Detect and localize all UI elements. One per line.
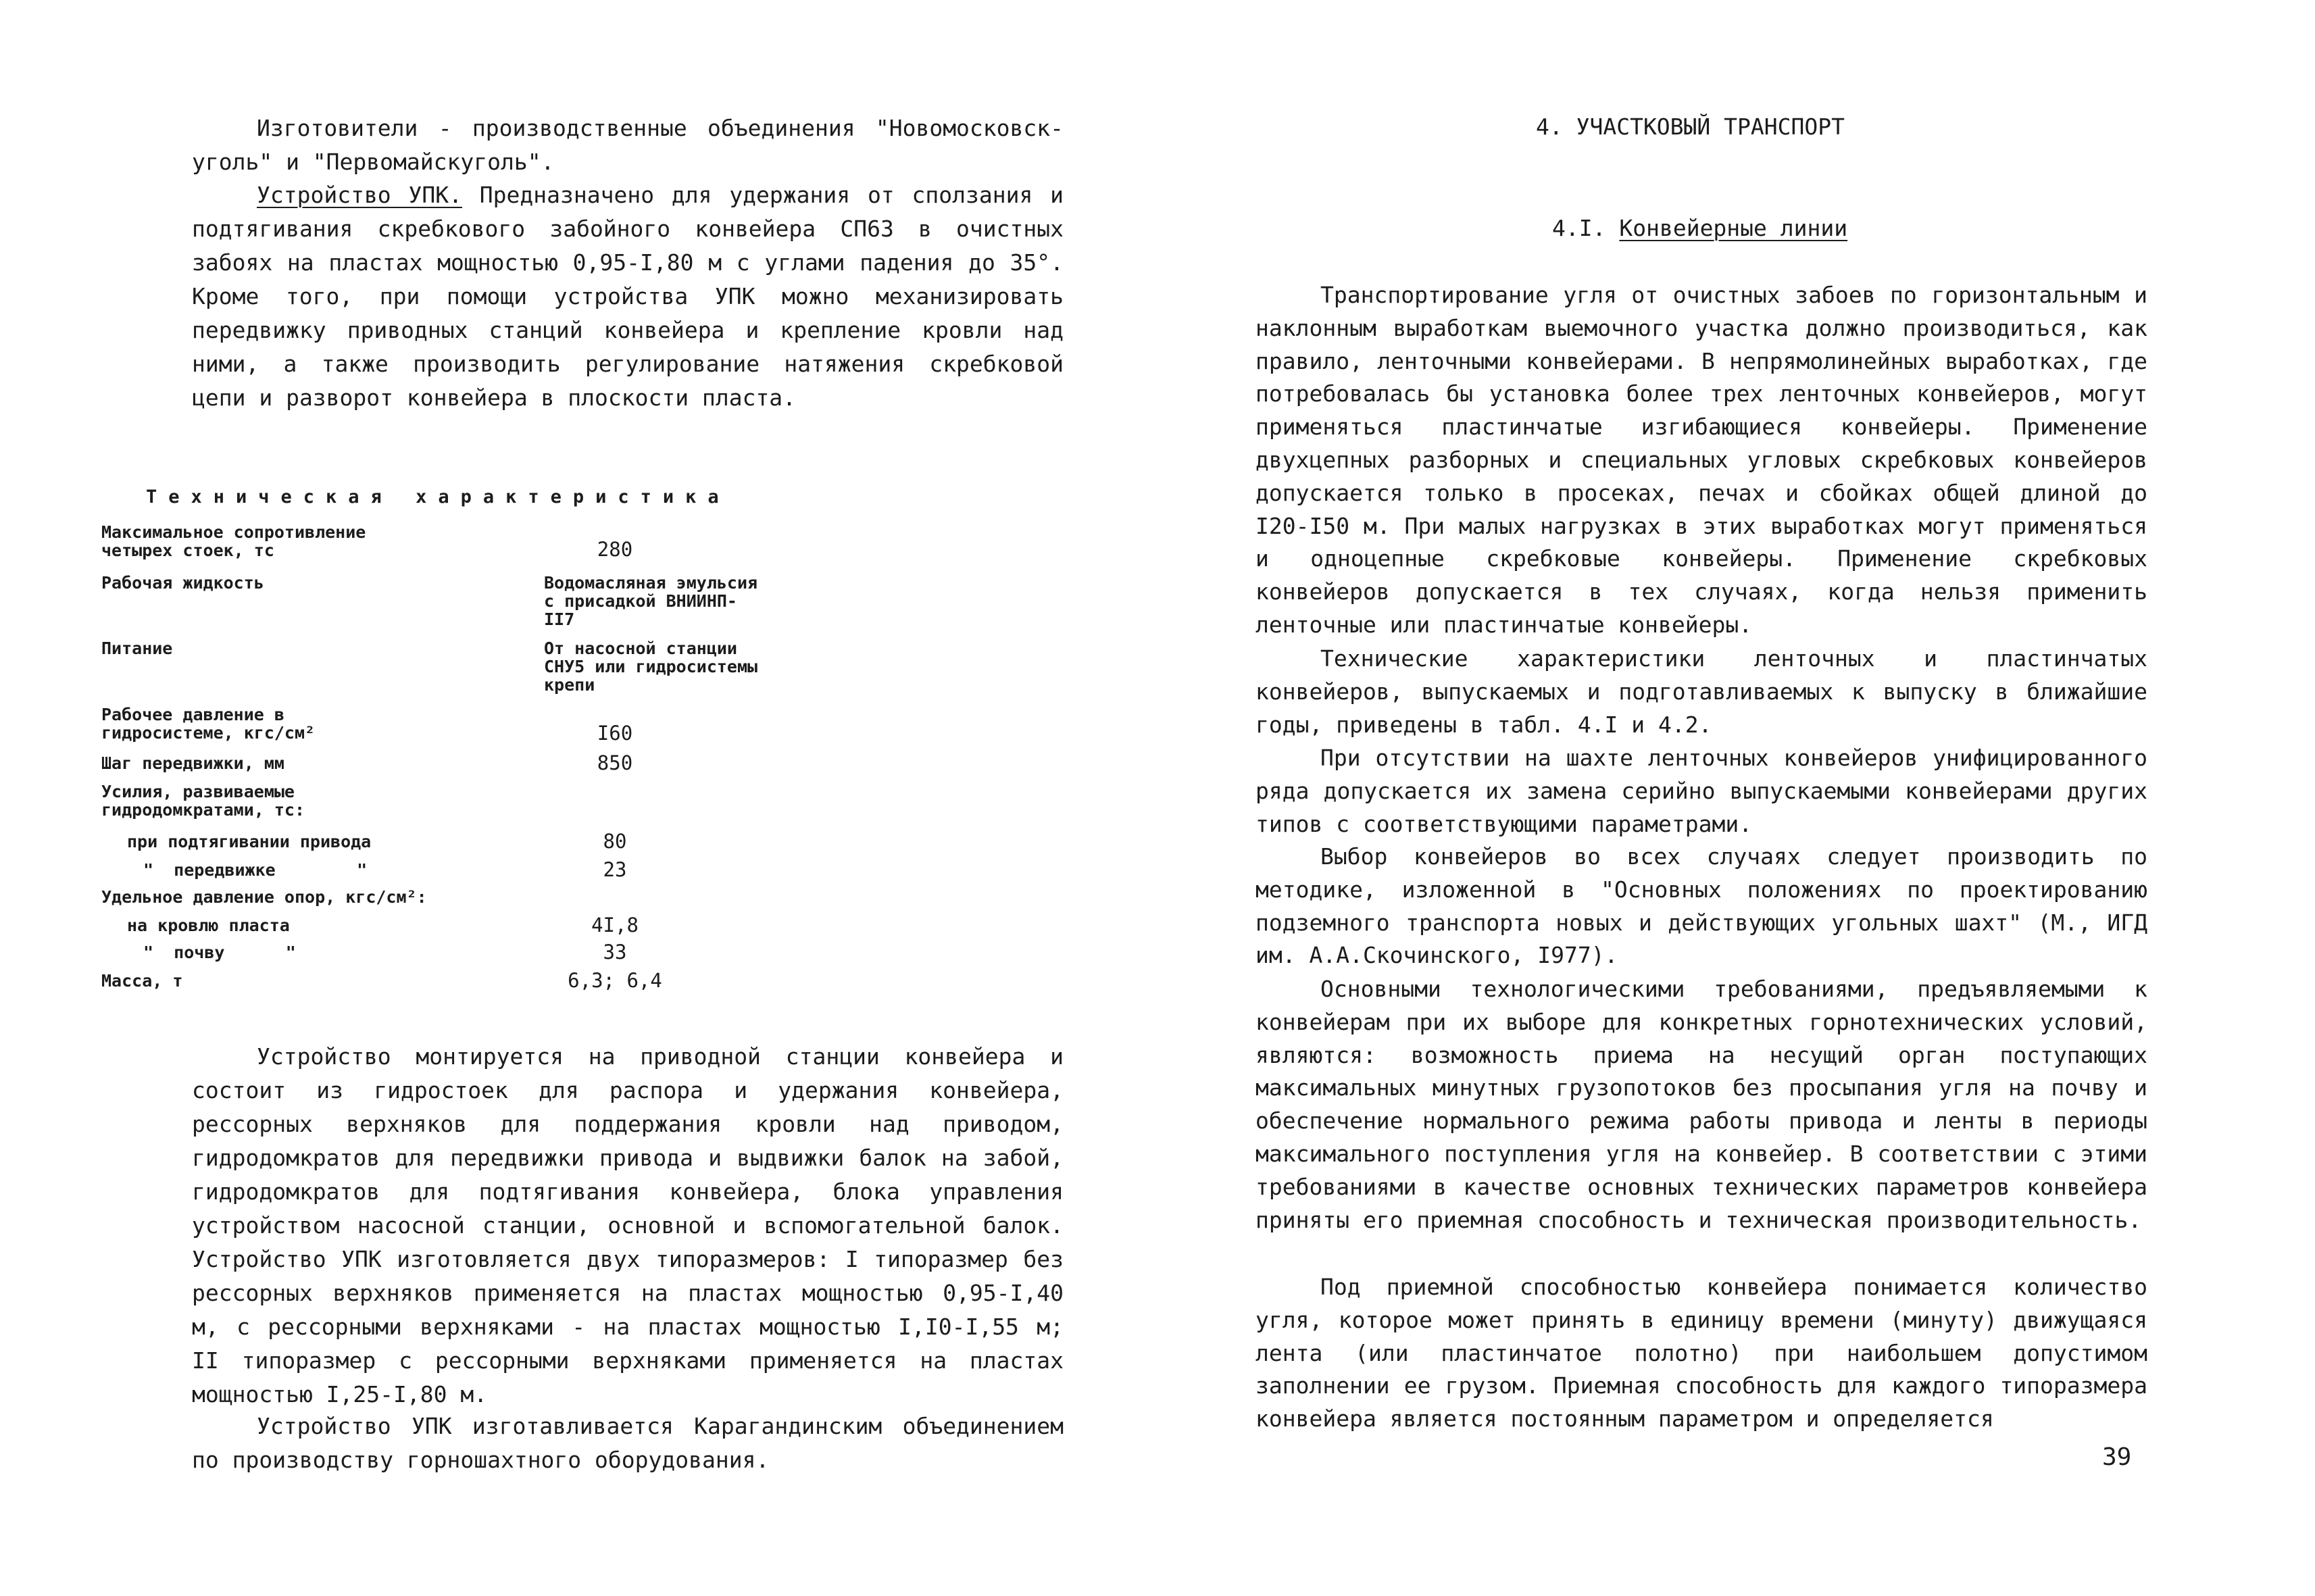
spec-label: на кровлю пласта bbox=[127, 916, 290, 935]
spec-value: 280 bbox=[597, 538, 633, 561]
left-paragraph-1: Изготовители - производственные объединения "Новомосковск-уголь" и "Первомайскуголь". bbox=[192, 115, 1064, 175]
spec-value: 33 bbox=[603, 941, 627, 964]
spec-label: Рабочее давление в гидросистеме, кгс/см² bbox=[101, 705, 316, 743]
spec-label: Усилия, развиваемые гидродомкратами, тс: bbox=[101, 782, 305, 820]
spec-value: 80 bbox=[603, 830, 627, 853]
spec-label: Рабочая жидкость bbox=[101, 573, 264, 593]
subsection-number: 4.I. bbox=[1552, 215, 1606, 241]
spec-value: 23 bbox=[603, 858, 627, 881]
left-paragraph-3: Устройство монтируется на приводной станции конвейера и состоит из гидростоек для распора и удержания конвейера, рессорных верхняков для поддержания кровли над приводом, гидродомкратов для передвижки привода и выдвижки балок на забой, гидродомкратов для подтягивания конвейера, блока управления устройством насосной станции, основной и вспомогательной балок. Устройство УПК изготовляется двух типоразмеров: I типоразмер без рессорных верхняков применяется на пластах мощностью 0,95-I,40 м, с рессорными верхняками - на пластах мощностью I,I0-I,55 м; II типоразмер с рессорными верхняками применяется на пластах мощностью I,25-I,80 м. bbox=[192, 1043, 1064, 1407]
spec-label: Максимальное сопротивление четырех стоек, тс bbox=[101, 522, 366, 560]
right-paragraph-2: Технические характеристики ленточных и пластинчатых конвейеров, выпускаемых и подготавливаемых к выпуску в ближайшие годы, приведены в табл. 4.I и 4.2. bbox=[1255, 645, 2147, 738]
spec-title: Техническая характеристика bbox=[146, 487, 730, 507]
left-paragraph-4: Устройство УПК изготавливается Карагандинским объединением по производству горношахтного оборудования. bbox=[192, 1413, 1064, 1473]
spec-value: Водомасляная эмульсия с присадкой ВНИИНП-II7 bbox=[544, 573, 758, 629]
right-paragraph-6: Под приемной способностью конвейера понимается количество угля, которое может принять в единицу времени (минуту) движущаяся лента (или пластинчатое полотно) при наибольшем допустимом заполнении ее грузом. Приемная способность для каждого типоразмера конвейера является постоянным параметром и определяется bbox=[1255, 1274, 2147, 1432]
spec-label: Удельное давление опор, кгс/см²: bbox=[101, 887, 427, 907]
right-paragraph-1: Транспортирование угля от очистных забоев по горизонтальным и наклонным выработкам выемочного участка должно производиться, как правило, ленточными конвейерами. В непрямолинейных выработках, где потребовалась бы установка более трех ленточных конвейеров, могут применяться пластинчатые изгибающиеся конвейеры. Применение двухцепных разборных и специальных угловых скребковых конвейеров допускается только в просеках, печах и сбойках общей длиной до I20-I50 м. При малых нагрузках в этих выработках могут применяться и одноцепные скребковые конвейеры. Применение скребковых конвейеров допускается в тех случаях, когда нельзя применить ленточные или пластинчатые конвейеры. bbox=[1255, 282, 2147, 638]
left-paragraph-2 bbox=[192, 178, 1064, 415]
spec-label: Масса, т bbox=[101, 971, 183, 991]
spec-value: 4I,8 bbox=[591, 914, 639, 937]
spec-label: Питание bbox=[101, 639, 173, 658]
subsection-heading bbox=[1552, 215, 1847, 242]
device-upk-heading: Устройство УПК. bbox=[257, 182, 462, 208]
spec-label: " почву " bbox=[143, 943, 296, 962]
right-paragraph-5: Основными технологическими требованиями, предъявляемыми к конвейерам при их выборе для конкретных горнотехнических условий, являются: возможность приема на несущий орган поступающих максимальных минутных грузопотоков без просыпания угля на почву и обеспечение нормального режима работы привода и ленты в периоды максимального поступления угля на конвейер. В соответствии с этими требованиями в качестве основных технических параметров конвейера приняты его приемная способность и техническая производительность. bbox=[1255, 976, 2147, 1233]
spec-value: От насосной станции СНУ5 или гидросистемы крепи bbox=[544, 639, 758, 695]
device-upk-description: Предназначено для удержания от сползания и подтягивания скребкового забойного конвейера СП63 в очистных забоях на пластах мощностью 0,95-I,80 м с углами падения до 35°. Кроме того, при помощи устройства УПК можно механизировать передвижку приводных станций конвейера и крепление кровли над ними, а также производить регулирование натяжения скребковой цепи и разворот конвейера в плоскости пласта. bbox=[192, 182, 1064, 411]
spec-label: Шаг передвижки, мм bbox=[101, 753, 284, 773]
page-number: 39 bbox=[2102, 1443, 2132, 1471]
subsection-title: Конвейерные линии bbox=[1619, 215, 1848, 241]
spec-value: 850 bbox=[597, 751, 633, 774]
spec-value: I60 bbox=[597, 722, 633, 745]
spec-label: " передвижке " bbox=[143, 860, 368, 880]
right-paragraph-4: Выбор конвейеров во всех случаях следует производить по методике, изложенной в "Основных положениях по проектированию подземного транспорта новых и действующих угольных шахт" (М., ИГД им. А.А.Скочинского, I977). bbox=[1255, 843, 2147, 969]
spec-label: при подтягивании привода bbox=[127, 832, 372, 851]
section-heading: 4. УЧАСТКОВЫЙ ТРАНСПОРТ bbox=[1536, 114, 1845, 140]
right-paragraph-3: При отсутствии на шахте ленточных конвейеров унифицированного ряда допускается их замена серийно выпускаемыми конвейерами других типов с соответствующими параметрами. bbox=[1255, 745, 2147, 837]
spec-value: 6,3; 6,4 bbox=[568, 969, 662, 992]
